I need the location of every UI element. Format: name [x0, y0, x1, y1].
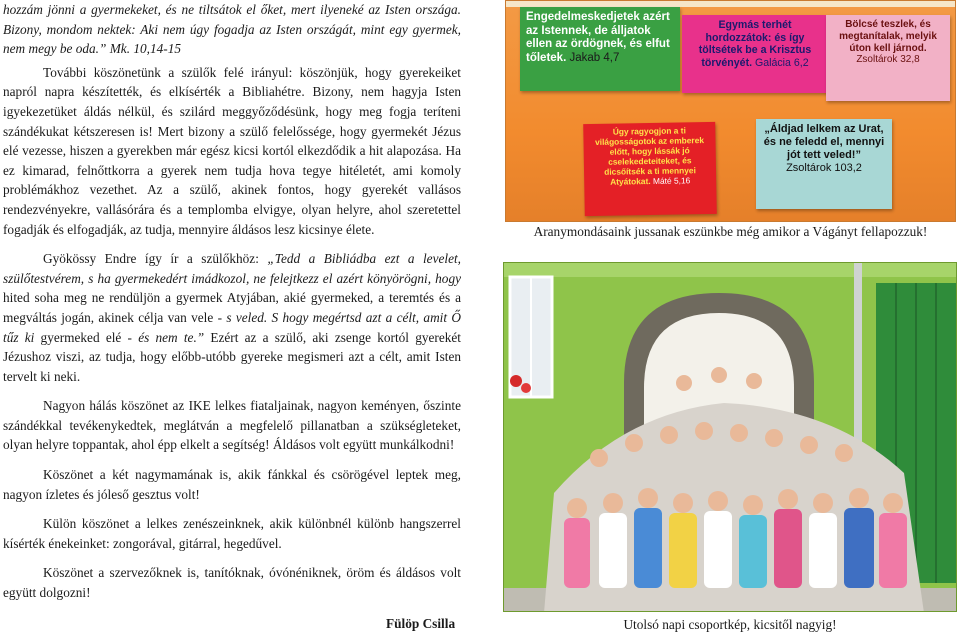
group-photo: [503, 262, 957, 612]
flower: [510, 375, 522, 387]
text-span: gyermeked elé -: [34, 329, 139, 345]
poster-ref: Galácia 6,2: [755, 56, 809, 69]
face: [765, 429, 783, 447]
child: [564, 518, 590, 588]
italic-span: s veled. S hogy megértsd azt a célt, amit Ő tűz ki: [3, 309, 461, 345]
face: [778, 489, 798, 509]
italic-span: „Tedd a Bibliádba ezt a levelet, szülőtestvérem, s ha gyermekedért imádkozol, ne felejtkezz el azért könyörögni, hogy: [3, 251, 462, 286]
face: [835, 444, 853, 462]
child: [879, 513, 907, 588]
poster-text: „Áldjad lelkem az Urat, és ne feledd el, mennyi jót tett veled!”: [763, 123, 885, 161]
face: [567, 498, 587, 518]
flower: [521, 383, 531, 393]
child: [669, 513, 697, 588]
face: [660, 426, 678, 444]
face: [813, 493, 833, 513]
paragraph-organizers: Köszönet a szervezőknek is, tanítóknak, óvónéniknek, öröm és áldásos volt együtt dolgozni!: [3, 565, 461, 601]
child: [809, 513, 837, 588]
face: [603, 493, 623, 513]
caption-top: Aranymondásaink jussanak eszünkbe még amikor a Vágányt fellapozzuk!: [533, 224, 928, 239]
signature: Fülöp Csilla: [386, 616, 456, 631]
text-span: Gyökössy Endre így ír a szülőkhöz:: [43, 251, 268, 267]
face: [711, 367, 727, 383]
face: [625, 434, 643, 452]
child: [774, 509, 802, 588]
paragraph-musicians: Külön köszönet a lelkes zenészeinknek, akik különbnél különb hangszerrel kísérték énekeinket: zongorával, gitárral, hegedűvel.: [3, 516, 461, 551]
wall-top: [504, 263, 957, 277]
face: [695, 422, 713, 440]
face: [673, 493, 693, 513]
poster-jakab: [520, 7, 680, 91]
face: [638, 488, 658, 508]
paragraph-ike-thanks: Nagyon hálás köszönet az IKE lelkes fiataljainak, nagyon keményen, őszinte szándékkal tevékenykedtek, meglátván a megfelelő pillanatban a szükségleteket, olyan helyre toppantak, ahol épp elkelt a segítség! Áldásos volt együtt munkálkodni!: [3, 398, 461, 453]
poster-text: Engedelmeskedjetek azért az Istennek, de álljatok ellen az ördögnek, és elfut tőletek.: [526, 11, 670, 64]
face: [676, 375, 692, 391]
posters-photo: [505, 0, 956, 222]
face: [743, 495, 763, 515]
poster-galacia: [682, 15, 828, 93]
face: [849, 488, 869, 508]
child: [599, 513, 627, 588]
child: [634, 508, 662, 588]
child: [739, 515, 767, 588]
poster-ref: Jakab 4,7: [569, 51, 620, 64]
face: [883, 493, 903, 513]
italic-span: és nem te.”: [138, 329, 205, 345]
poster-text: Egymás terhét hordozzátok: és így töltsétek be a Krisztus törvényét.: [698, 19, 812, 69]
face: [590, 449, 608, 467]
paragraph-parents: További köszönetünk a szülők felé irányul: köszönjük, hogy gyerekeiket napról napra készítették, és elkísérték a Bibliahétre. Bizony, nem hagyja Isten igyekezetüket áldás nélkül, és szilárd meggyőződésünk, hogy meg fogja teríteni szándékukat kétszeresen is! Mert bizony a szülő felelőssége, hogy gyermekét Jézus elé vezesse, hiszen a gyerekben már egész kicsi kortól elkezdődik a hit alapozása. Ha ez kimarad, felnőttkorra a gyerek nem tudja hova tegye hitéletét, ami komoly problémákhoz vezethet. Az a szülő, akinek fontos, hogy gyerekét vallásos rendezvényekre, vallásórára és a templomba elvigye, olyan helyre, ahol szeretettel fogadják és elfogadják, az tudja, mennyire áldásos lesz kicsinye élete.: [3, 64, 461, 237]
poster-mate: [583, 122, 717, 216]
paragraph-grandmothers: Köszönet a két nagymamának is, akik fánkkal és csörögével leptek meg, nagyon ízletes és jóleső gesztus volt!: [3, 467, 461, 502]
text-span: hited soha meg ne rendüljön a gyermek Atyjában, akié gyermeked, a teremtés és a megváltás jogán, akinek célja van vele -: [3, 290, 461, 325]
caption-bottom: Utolsó napi csoportkép, kicsitől nagyig!: [623, 617, 837, 632]
poster-text: Bölcsé teszlek, és megtanítalak, melyik úton kell járnod.: [839, 19, 937, 54]
face: [708, 491, 728, 511]
face: [746, 373, 762, 389]
quote-text: hozzám jönni a gyermekeket, és ne tiltsátok el őket, mert ilyeneké az Isten országa. Bizony, mondom nektek: Aki nem úgy fogadja az Isten országát, mint egy gyermek, nem megy be oda.” Mk. 10,14-15: [3, 2, 461, 57]
article-column: [3, 0, 461, 603]
poster-ref: Zsoltárok 103,2: [786, 161, 862, 174]
child: [844, 508, 874, 588]
face: [730, 424, 748, 442]
poster-zsoltar-103: [756, 119, 892, 209]
face: [800, 436, 818, 454]
poster-ref: Máté 5,16: [652, 174, 691, 186]
poster-text: Úgy ragyogjon a ti világosságotok az emberek előtt, hogy lássák jó cselekedeteiteket, és dicsőítsék a ti mennyei Atyátokat.: [594, 125, 705, 187]
paragraph-gyokossy: [3, 249, 461, 386]
paragraph-quote: [3, 0, 461, 59]
poster-ref: Zsoltárok 32,8: [856, 54, 920, 66]
child: [704, 511, 732, 588]
group-photo-illustration: [504, 263, 957, 612]
text-span: Ezért az a szülő, aki zsenge kortól gyerekét Jézushoz viszi, az tudja, hogy előbb-utóbb gyereke megismeri azt a célt, amit Isten tervelt ki neki.: [3, 329, 461, 384]
poster-zsoltar-32: [826, 15, 950, 101]
